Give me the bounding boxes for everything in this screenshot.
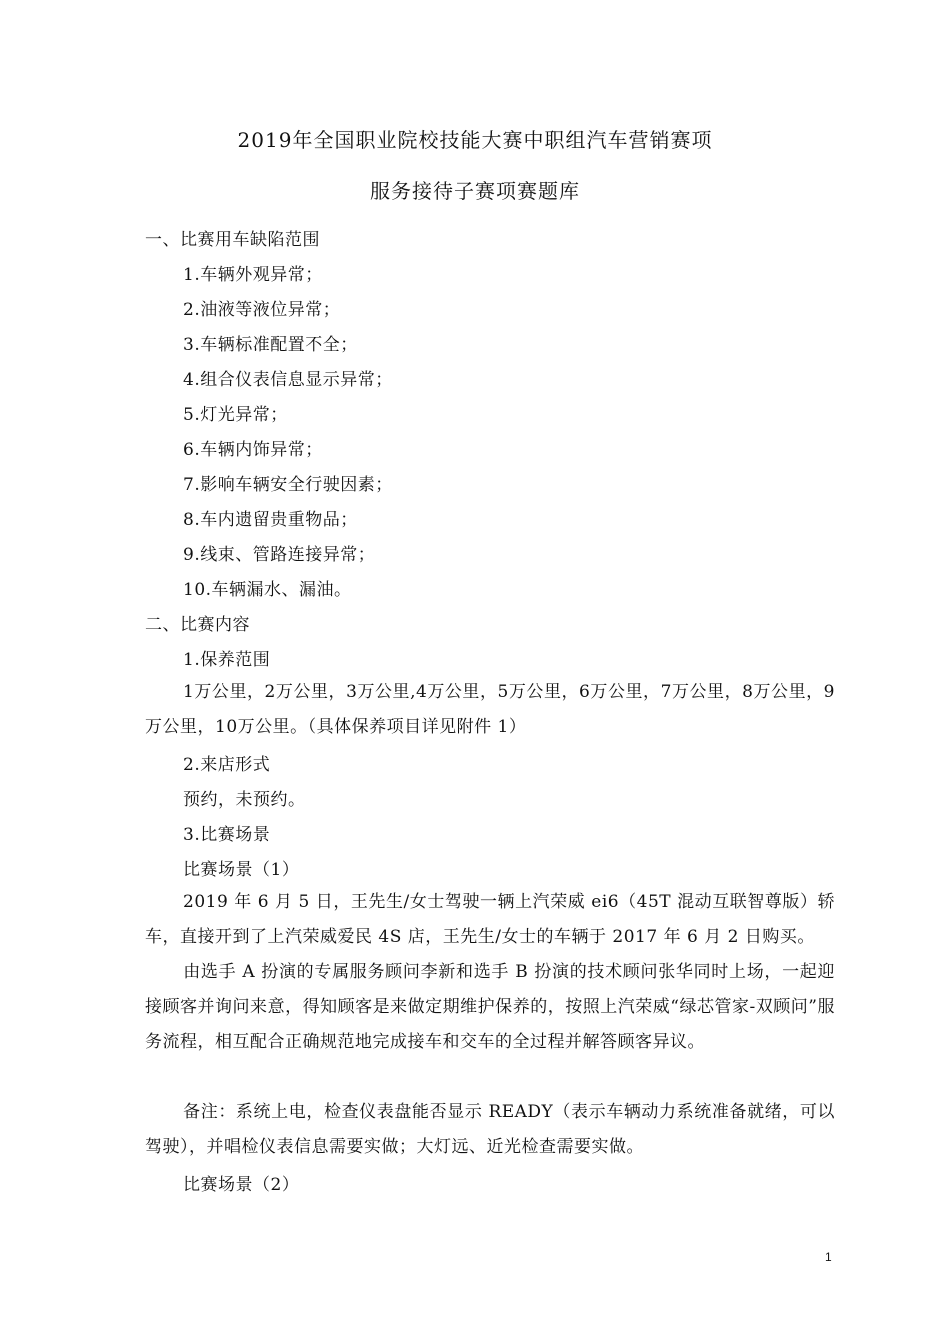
defect-item: 7.影响车辆安全行驶因素；: [183, 475, 393, 495]
defect-item: 6.车辆内饰异常；: [183, 440, 323, 460]
defect-item: 8.车内遗留贵重物品；: [183, 510, 358, 530]
scenario-1-paragraph-2-text: 由选手 A 扮演的专属服务顾问李新和选手 B 扮演的技术顾问张华同时上场，一起迎接顾客并询问来意，得知顾客是来做定期维护保养的，按照上汽荣威“绿芯管家-双顾问”服务流程，相互配合正确规范地完成接车和交车的全过程并解答顾客异议。: [145, 962, 835, 1052]
defect-item: 9.线束、管路连接异常；: [183, 545, 376, 565]
subheading-maintenance-range: 1.保养范围: [183, 650, 271, 670]
scenario-1-note-text: 备注：系统上电，检查仪表盘能否显示 READY（表示车辆动力系统准备就绪，可以驾驶），并唱检仪表信息需要实做；大灯远、近光检查需要实做。: [145, 1102, 835, 1157]
scenario-1-paragraph-2: [145, 955, 835, 1060]
scenario-1-paragraph-1-text: 2019 年 6 月 5 日，王先生/女士驾驶一辆上汽荣威 ei6（45T 混动互联智尊版）轿车，直接开到了上汽荣威爱民 4S 店，王先生/女士的车辆于 2017 年 6 月 2 日购买。: [145, 892, 835, 947]
defect-item: 2.油液等液位异常；: [183, 300, 341, 320]
scenario-1-paragraph-1: [145, 885, 835, 955]
defect-item: 5.灯光异常；: [183, 405, 288, 425]
document-title: 2019年全国职业院校技能大赛中职组汽车营销赛项: [237, 128, 713, 152]
document-subtitle: 服务接待子赛项赛题库: [370, 179, 580, 203]
defect-item: 4.组合仪表信息显示异常；: [183, 370, 393, 390]
visit-type-text: 预约，未预约。: [183, 790, 306, 810]
paragraph-mileage: [145, 675, 835, 745]
defect-item: 3.车辆标准配置不全；: [183, 335, 358, 355]
defect-item: 1.车辆外观异常；: [183, 265, 323, 285]
section-heading-defects: 一、比赛用车缺陷范围: [145, 230, 320, 250]
scenario-1-title: 比赛场景（1）: [183, 860, 300, 880]
subheading-visit-type: 2.来店形式: [183, 755, 271, 775]
page-number: 1: [825, 1250, 832, 1264]
defect-item: 10.车辆漏水、漏油。: [183, 580, 352, 600]
paragraph-mileage-text: 1万公里，2万公里，3万公里,4万公里，5万公里，6万公里，7万公里，8万公里，9万公里，10万公里。（具体保养项目详见附件 1）: [145, 682, 835, 737]
section-heading-content: 二、比赛内容: [145, 615, 250, 635]
scenario-2-title: 比赛场景（2）: [183, 1175, 300, 1195]
subheading-scenarios: 3.比赛场景: [183, 825, 271, 845]
scenario-1-note: [145, 1095, 835, 1165]
